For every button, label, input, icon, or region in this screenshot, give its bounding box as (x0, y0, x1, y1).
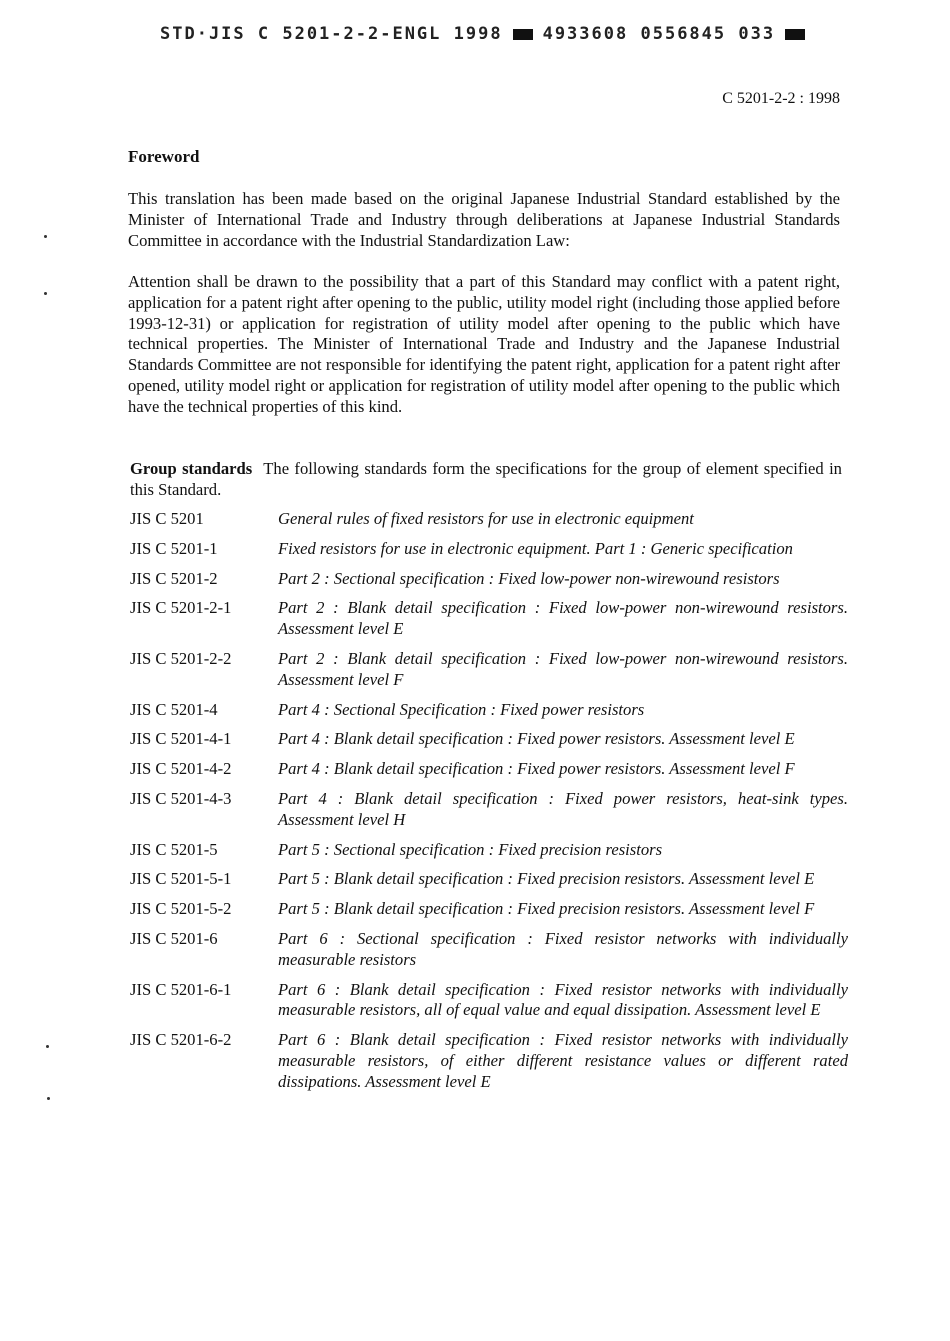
standard-title: Part 5 : Blank detail specification : Fixed precision resistors. Assessment level F (278, 899, 815, 919)
standard-title: Part 6 : Blank detail specification : Fixed resistor networks with individually measurable resistors, all of equal value and equal dissipation. Assessment level E (278, 979, 848, 1020)
stamp-prefix: STD·JIS C 5201-2-2-ENGL 1998 (160, 24, 503, 44)
standard-code: JIS C 5201-2-2 (130, 648, 232, 668)
document-stamp (160, 24, 815, 44)
standard-row (130, 1030, 848, 1092)
foreword-paragraph-1: This translation has been made based on the original Japanese Industrial Standard established by the Minister of International Trade and Industry through deliberations at Japanese Industrial Standards Committee in accordance with the Industrial Standardization Law: (128, 189, 840, 250)
standard-row (130, 700, 848, 721)
stamp-code-2: 0556845 (640, 24, 727, 44)
standard-title: Part 2 : Blank detail specification : Fixed low-power non-wirewound resistors. Assessment level E (278, 598, 848, 639)
group-standards-intro (130, 459, 842, 501)
standard-title: Part 4 : Blank detail specification : Fixed power resistors, heat-sink types. Assessment level H (278, 788, 848, 829)
standard-code: JIS C 5201-1 (130, 538, 218, 558)
foreword-title: Foreword (128, 147, 200, 166)
scan-speck-icon (44, 235, 47, 238)
scan-speck-icon (44, 292, 47, 295)
group-standards-label: Group standards (130, 459, 253, 478)
standard-code: JIS C 5201-5-1 (130, 869, 232, 889)
standard-code: JIS C 5201-6 (130, 928, 218, 948)
standard-code: JIS C 5201-5 (130, 839, 218, 859)
standard-row (130, 598, 848, 640)
standards-list (130, 509, 848, 1102)
standard-row (130, 759, 848, 780)
standard-code: JIS C 5201-4-2 (130, 759, 232, 779)
standard-code: JIS C 5201 (130, 509, 204, 528)
standard-title: Part 6 : Blank detail specification : Fixed resistor networks with individually measurable resistors, of either different resistance values or different rated dissipations. Assessment level E (278, 1030, 848, 1091)
standard-code: JIS C 5201-2 (130, 568, 218, 588)
standard-title: Fixed resistors for use in electronic equipment. Part 1 : Generic specification (278, 538, 793, 558)
standard-row (130, 980, 848, 1022)
standard-row (130, 899, 848, 920)
standard-row (130, 569, 848, 590)
group-standards-text: The following standards form the specifications for the group of element specified in this Standard. (130, 459, 842, 499)
foreword-paragraph-2: Attention shall be drawn to the possibility that a part of this Standard may conflict with a patent right, application for a patent right after opening to the public, utility model right (including those applied before 1993-12-31) or application for registration of utility model after opening to the public which have technical properties. The Minister of International Trade and Industry and the Japanese Industrial Standards Committee are not responsible for identifying the patent right, application for a patent right after opened, utility model right or application for registration of utility model after opening to the public which have the technical properties of this kind. (128, 272, 840, 416)
standard-row (130, 929, 848, 971)
standard-row (130, 869, 848, 890)
standard-row (130, 649, 848, 691)
standard-title: Part 4 : Blank detail specification : Fixed power resistors. Assessment level F (278, 759, 795, 779)
standard-title: Part 2 : Blank detail specification : Fixed low-power non-wirewound resistors. Assessment level F (278, 648, 848, 689)
stamp-bar-icon (513, 29, 533, 40)
standard-title: General rules of fixed resistors for use in electronic equipment (278, 509, 694, 528)
standard-title: Part 6 : Sectional specification : Fixed resistor networks with individually measurable resistors (278, 928, 848, 969)
stamp-code-1: 4933608 (542, 24, 629, 44)
standard-code: JIS C 5201-6-1 (130, 979, 232, 999)
standard-title: Part 4 : Blank detail specification : Fixed power resistors. Assessment level E (278, 729, 795, 749)
standard-code: JIS C 5201-6-2 (130, 1030, 232, 1050)
standard-code: JIS C 5201-4-1 (130, 729, 232, 749)
standard-row (130, 539, 848, 560)
document-id: C 5201-2-2 : 1998 (722, 90, 840, 107)
standard-title: Part 4 : Sectional Specification : Fixed power resistors (278, 699, 645, 719)
standard-title: Part 5 : Blank detail specification : Fixed precision resistors. Assessment level E (278, 869, 815, 889)
stamp-bar-icon (785, 29, 805, 40)
stamp-code-3: 033 (738, 24, 776, 44)
standard-row (130, 840, 848, 861)
standard-code: JIS C 5201-4-3 (130, 788, 232, 808)
standard-code: JIS C 5201-5-2 (130, 899, 232, 919)
standard-row (130, 509, 848, 530)
scan-speck-icon (46, 1045, 49, 1048)
scan-speck-icon (47, 1097, 50, 1100)
standard-code: JIS C 5201-4 (130, 699, 218, 719)
standard-title: Part 2 : Sectional specification : Fixed low-power non-wirewound resistors (278, 568, 780, 588)
standard-row (130, 729, 848, 750)
standard-row (130, 789, 848, 831)
standard-code: JIS C 5201-2-1 (130, 598, 232, 618)
standard-title: Part 5 : Sectional specification : Fixed precision resistors (278, 839, 663, 859)
